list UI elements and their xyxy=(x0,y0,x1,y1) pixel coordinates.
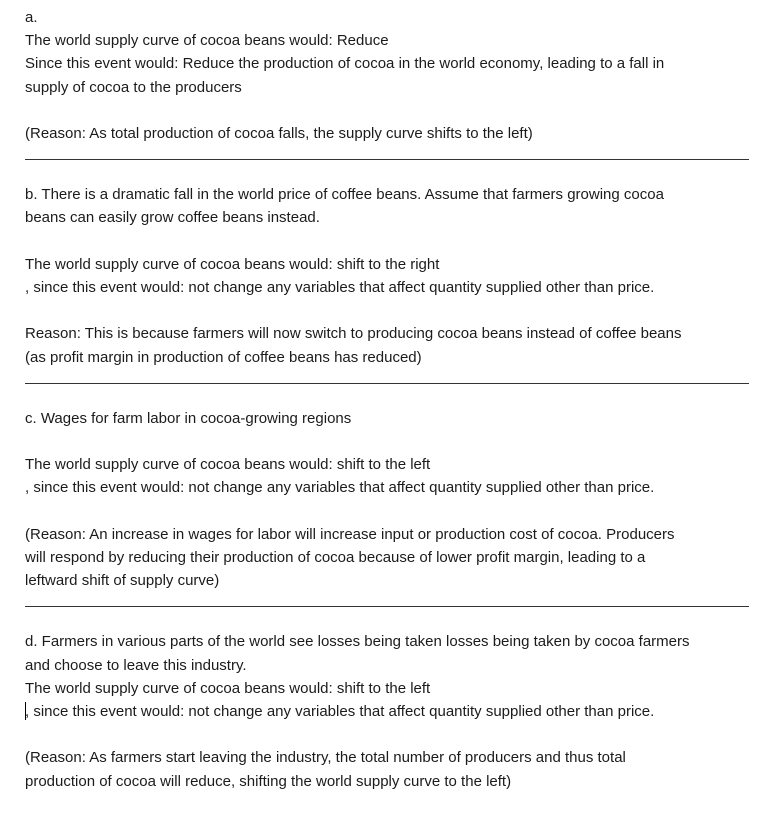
section-c-reason-line-1: (Reason: An increase in wages for labor will increase input or production cost of cocoa. Producers xyxy=(25,525,675,543)
blank-line xyxy=(25,299,749,322)
section-d xyxy=(25,630,749,792)
section-a-since-line-2: supply of cocoa to the producers xyxy=(25,78,242,96)
blank-line xyxy=(25,500,749,523)
document-body xyxy=(25,6,749,793)
section-b-heading-line-1: b. There is a dramatic fall in the world price of coffee beans. Assume that farmers growing cocoa xyxy=(25,186,664,204)
section-b-since: , since this event would: not change any variables that affect quantity supplied other than price. xyxy=(25,279,655,296)
section-d-reason-line-1: (Reason: As farmers start leaving the industry, the total number of producers and thus total xyxy=(25,749,626,767)
section-d-reason-line-2: production of cocoa will reduce, shifting the world supply curve to the left) xyxy=(25,772,512,790)
section-d-heading-line-2: and choose to leave this industry. xyxy=(25,656,247,674)
section-c-since: , since this event would: not change any variables that affect quantity supplied other than price. xyxy=(25,479,655,497)
section-a-effect: The world supply curve of cocoa beans would: Reduce xyxy=(25,32,389,50)
section-b-effect: The world supply curve of cocoa beans would: shift to the right xyxy=(25,255,440,273)
section-c-reason-line-3: leftward shift of supply curve) xyxy=(25,572,220,590)
blank-line xyxy=(25,230,749,253)
section-c-effect: The world supply curve of cocoa beans would: shift to the left xyxy=(25,456,431,474)
section-b-heading-line-2: beans can easily grow coffee beans instead. xyxy=(25,209,320,227)
blank-line xyxy=(25,99,749,122)
blank-line xyxy=(25,430,749,453)
section-d-since: , since this event would: not change any variables that affect quantity supplied other than price. xyxy=(25,703,655,720)
section-b-reason-line-1: Reason: This is because farmers will now switch to producing cocoa beans instead of coffee beans xyxy=(25,325,682,343)
section-b xyxy=(25,183,749,369)
section-a-heading: a. xyxy=(25,9,38,26)
section-d-since-row[interactable] xyxy=(25,700,749,723)
section-a-since-line-1: Since this event would: Reduce the production of cocoa in the world economy, leading to a fall in xyxy=(25,55,665,73)
section-a-reason-line-1: (Reason: As total production of cocoa falls, the supply curve shifts to the left) xyxy=(25,125,533,142)
section-c-reason-line-2: will respond by reducing their production of cocoa because of lower profit margin, leading to a xyxy=(25,548,646,566)
section-c xyxy=(25,407,749,593)
section-c-heading: c. Wages for farm labor in cocoa-growing regions xyxy=(25,409,352,427)
section-d-heading-line-1: d. Farmers in various parts of the world see losses being taken losses being taken by cocoa farmers xyxy=(25,633,690,651)
section-d-effect: The world supply curve of cocoa beans would: shift to the left xyxy=(25,679,431,697)
blank-line xyxy=(25,723,749,746)
section-a xyxy=(25,6,749,145)
section-b-reason-line-2: (as profit margin in production of coffee beans has reduced) xyxy=(25,348,422,366)
